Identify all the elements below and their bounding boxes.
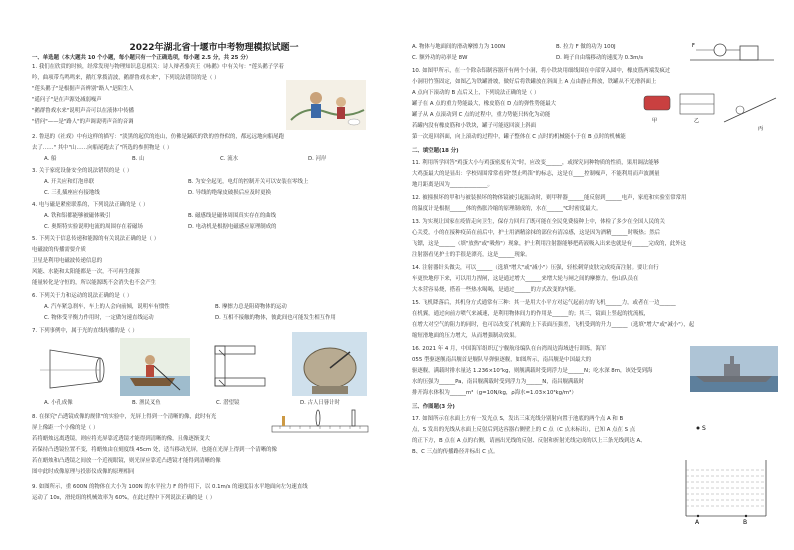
- fig-label-yi: 乙: [694, 118, 700, 124]
- q8-option: 图中此时成像原理与投影仪成像的原理相同: [32, 469, 135, 475]
- q7-option-b: B. 渔民叉鱼: [132, 400, 161, 406]
- section-1-heading: 一、单选题（本大题共 10 个小题，每小题只有一个正确选项，每小题 2.5 分，共 25 分）: [32, 55, 252, 61]
- q3-option-a: A. 开关应和灯泡串联: [44, 179, 95, 185]
- lens-bench-figure: [270, 408, 370, 436]
- q3-line: 3. 关于家庭设备安全的说法错误的是（ ）: [32, 168, 133, 174]
- q17-line: 的正下方，B 点在 A 点的右侧，请画出光线的反射、反射和折射光线完成的以上三条光线到达 A、: [412, 438, 646, 444]
- q8-line: 8. 在探究"凸透镜成像的规律"的实验中，光屏上得到一个清晰的像，此时有光: [32, 414, 217, 420]
- q10-line: 小洞用竹签固定，如图乙为铁罐滑坡，做好后将铁罐放在斜面上 A 点由静止释放，铁罐从不光滑斜面上: [412, 79, 657, 85]
- q5-line: 5. 下列关于信息传递和能源的有关说法正确的是（ ）: [32, 236, 160, 242]
- q16-line: 水的压强为______Pa，南昌舰满载时受到浮力为______N，南昌舰满载时: [412, 379, 585, 385]
- q7-option-d: D. 古人日晷计时: [300, 400, 340, 406]
- q6-line: 6. 下列关于力和运动的说法正确的是（ ）: [32, 293, 133, 299]
- q16-line: 055 型驱逐舰南昌舰首是舰队导弹驱逐舰，如图所示，南昌舰是中国最大的: [412, 357, 592, 363]
- q15-line: 15. 飞机降落后，其机身方式通常有三种：其一是用大小平方对运气起前方的飞机______力，或者在一边______: [412, 300, 676, 306]
- fig-label-bing: 丙: [758, 126, 764, 132]
- q14-line: 14. 注射器针头做尖，可以______（选填"增大"或"减小"）压强，轻松刺穿皮肤完成疫苗注射。要让自行: [412, 265, 659, 271]
- q3-option-d: D. 导线的绝缘皮破损后应及时更换: [188, 190, 272, 196]
- q8-option: 若将蜡烛远离透镜，则应将光屏靠近透镜才能得到清晰的像，且像逐渐变大: [32, 436, 210, 442]
- section-3-heading: 三、作图题(3 分): [412, 404, 455, 410]
- q8-option: 若保持凸透镜位置不变，将蜡烛由在刻度线 45cm 处，适当移动光屏，也能在光屏上得到一个清晰的像: [32, 447, 277, 453]
- q15-line: 在机翼，通过向前方喷气来减速，是利用物体间力的作用是______的；其三，镜面上竖起的扰流板，: [412, 311, 650, 317]
- q2-option-b: B. 山: [132, 156, 145, 162]
- q11-line: 大鸡蛋最大的是显出：学校周围常常看到"禁止鸣笛"的标志，这是在____控制噪声，不能利用而声波测量: [412, 171, 660, 177]
- q17-line: 17. 如图所示在水面上方有一发光点 S，发出三束光线分别射向置于池底的两个点 A 和 B: [412, 416, 624, 422]
- periscope-figure: [205, 338, 275, 396]
- q14-line: 车更快地停下来，可以用力捏闸，这是通过增大______来增大轮与闸之间的摩擦力，登山队员在: [412, 276, 639, 282]
- q16-line: 排开海水体积为______m³（g=10N/kg，ρ海水=1.03×10³kg/m³）: [412, 390, 577, 396]
- fig-label-jia: 甲: [652, 118, 658, 124]
- q5-option: 风能、水能和太阳能都是一次，不可再生能源: [32, 269, 140, 275]
- q1-line: 吟，曲项带鸟鸣鸣来，鹅红掌拨清波，鹅群鲁戏水来"，下列说法错误的是（ ）: [32, 75, 220, 81]
- q9-option-b: B. 拉力 F 做的功为 100J: [556, 44, 616, 50]
- q6-option-a: A. 汽车紧急刹车，车上的人会向前倾，说明车有惯性: [44, 304, 170, 310]
- q13-line: 心关爱，小的在接种疫苗在前后中，护士用酒精涂抹的部位有清凉感，这是因为酒精______时吸热；然后: [412, 230, 660, 236]
- q3-option-b: B. 为安全起见，电灯的控制开关可以安装在零线上: [188, 179, 309, 185]
- force-label: F: [692, 43, 695, 49]
- q10-option: 罐子在 A 点的重力势能最大，橡皮筋在 D 点的弹性势能最大: [412, 101, 557, 107]
- q2-option-d: D. 河岸: [308, 156, 327, 162]
- q16-line: 16. 2021 年 4 月，中国海军组织辽宁舰航母编队在台湾周边海域进行训练，海军: [412, 346, 607, 352]
- q10-line: 10. 如图甲所示，在一个除杂铝制容器开有两个小洞，将小铁块用细线围在中部穿入圆中，橡皮筋两端发疯过: [412, 68, 671, 74]
- q7-option-a: A. 小孔成像: [44, 400, 73, 406]
- q4-option-b: B. 磁感线是磁体周围真实存在的曲线: [188, 213, 276, 219]
- q14-line: 大本营容易烧，搭着一些热水喝喝，是通过______的方式改变的内能。: [412, 287, 580, 293]
- q1-option: "遥问子"是在声源处减弱噪声: [32, 97, 102, 103]
- q15-line: 缩短滑地面的压力增大，从而增强制动效果。: [412, 333, 520, 339]
- q15-line: 在增大对空气的阻力的同时，也可以改变了机翼的上下表面压强差，飞机受到的升力______（选填"增大"或"减小"），起: [412, 322, 695, 328]
- q9-line: 9. 如图所示，重 600N 的物体在大小为 100N 的水平拉力 F 的作用下，以 0.1m/s 的速度沿水平地面向左匀速直线: [32, 484, 308, 490]
- q13-line: 飞镖，这是______（填"放热"或"吸热"）现象，护士利用注射器能够把药液吸入出来也就是有______完成的，此外这: [412, 241, 687, 247]
- q2-option-c: C. 流水: [220, 156, 238, 162]
- q7-line: 7. 下列事例中，属于光的直线传播的是（ ）: [32, 328, 138, 334]
- q4-option-d: D. 电动机是根据电磁感应原理制成的: [188, 224, 277, 230]
- point-a-label: A: [695, 519, 700, 524]
- q2-line: 去了……" 其中"山……向船尾跑去了"所选的参照物是（ ）: [32, 145, 173, 151]
- q7-option-c: C. 潜望镜: [216, 400, 240, 406]
- q9-option-d: D. 绳子自由端移动的速度为 0.3m/s: [556, 55, 644, 61]
- q11-line: 地月距离是因为______________。: [412, 182, 493, 188]
- q17-line: 点，S 发出的光线从水面上反射后到达容器右侧壁上的 C 点（C 点未标出），已知 A 点在 S 点: [412, 427, 636, 433]
- q5-option: 电磁波的传播需要介质: [32, 247, 86, 253]
- sundial-figure: [292, 332, 367, 396]
- q6-option-c: C. 物体受平衡力作用时，一定做匀速直线运动: [44, 315, 154, 321]
- q1-option: "鹅群鲁戏水来"说明声音可以在液体中传播: [32, 108, 134, 114]
- q17-line: B、C 三点的传播路径并标出 C 点。: [412, 449, 499, 455]
- q8-option: 若在蜡烛和凸透镜之间放一个近视眼镜，则光屏应靠近凸透镜才能得到清晰的像: [32, 458, 221, 464]
- q10-option: 若罐内没有橡皮筋和小铁块，罐子可能返回滚上斜面: [412, 123, 536, 129]
- q1-line: 1. 我们在欣赏的时候，经常发现与物理知识息息相关：诗人辩者骆宾王《咏鹅》中有关句："莲头鹅子学着: [32, 64, 284, 70]
- q5-option: 卫星是利用电磁波传递信息的: [32, 258, 103, 264]
- q9-option-a: A. 物体与地面间的滑动摩擦力为 100N: [412, 44, 506, 50]
- section-2-heading: 二、填空题(18 分): [412, 148, 459, 154]
- point-b-label: B: [743, 519, 748, 524]
- q12-line: 12. 被撞损坏的甲和与被装损坏的物体镜被引起振动时，则甲秤器______能反射到______电声，家庭和实验室常常用: [412, 195, 687, 201]
- pinhole-camera-figure: [40, 340, 110, 390]
- q9-option-c: C. 额外功的功率是 8W: [412, 55, 468, 61]
- q10-option: 第一次返回斜面，向上滚动的过程中，罐子整体在 C 点时的机械能小于在 B 点时的机械能: [412, 134, 626, 140]
- q9-line: 运动了 10s，滑轮组的机械效率为 60%，在此过程中下列说法正确的是（ ）: [32, 495, 216, 501]
- destroyer-ship-photo: [690, 346, 778, 392]
- q1-option: "莲头鹅子"是根据声音辨别"路人"是陌生人: [32, 86, 134, 92]
- q2-line: 2. 鲁迅的《社戏》中有这样的描写："淡黑的起伏的连山，仿佛是踊跃的铁的兽脊似的，都远远地向船尾跑: [32, 134, 284, 140]
- fishing-figure: [120, 338, 190, 396]
- pulley-figure: [690, 38, 774, 66]
- q10-option: 罐子从 A 点滚动到 C 点的过程中，重力势能只转化为动能: [412, 112, 551, 118]
- page-title: 2022年湖北省十堰市中考物理模拟试题一: [129, 43, 299, 53]
- q5-option: 能量转化是守恒的，所以能源既不会消失也不会产生: [32, 280, 156, 286]
- q16-line: 驱逐舰，满载时排水量达 1.236×10⁷kg，则舰满载时受到浮力是______N；吃水深 8m，该处受到海: [412, 368, 653, 374]
- q13-line: 注射器看见护士的手很是漂亮，这是______现象。: [412, 252, 531, 258]
- q2-option-a: A. 船: [44, 156, 57, 162]
- q10-line: A 点向下滚动的 B 点后又上，下列说法正确的是（ ）: [412, 90, 540, 96]
- q12-line: 的温度计是根据______体的热胀冷缩的原理制成的，水在______℃时密度最大。: [412, 206, 602, 212]
- q11-line: 11. 利用所学回答"鸡蛋大小与鸡蛋密度有关"时，应改变______，或探究同种物质的性质，果用调法能够: [412, 160, 660, 166]
- q6-option-b: B. 摩擦力总是阻碍物体的运动: [215, 304, 287, 310]
- q1-option: "借问"——是"路人"的声调说明声音的音调: [32, 119, 134, 125]
- q4-option-c: C. 奥斯特实验说明电流的周围存在着磁场: [44, 224, 143, 230]
- q8-line: 屏上像距一个小像的是（ ）: [32, 425, 99, 431]
- goose-poem-illustration: [286, 80, 366, 130]
- q13-line: 13. 为实现让国家在疫情走向卫生，保存力回归了既可能在全民免费接种上中，体检了多少在全国人民的关: [412, 219, 665, 225]
- point-s-label: S: [702, 425, 706, 432]
- q4-line: 4. 电与磁是紧密联系的，下列说法正确的是（ ）: [32, 202, 149, 208]
- water-tank-figure: [676, 420, 776, 524]
- q3-option-c: C. 三孔插座应有接地线: [44, 190, 100, 196]
- q6-option-d: D. 互相不接触的物体，彼此间也可能发生相互作用: [215, 315, 336, 321]
- rolling-can-figure: [640, 92, 780, 132]
- q4-option-a: A. 铁和铝都能够被磁体吸引: [44, 213, 111, 219]
